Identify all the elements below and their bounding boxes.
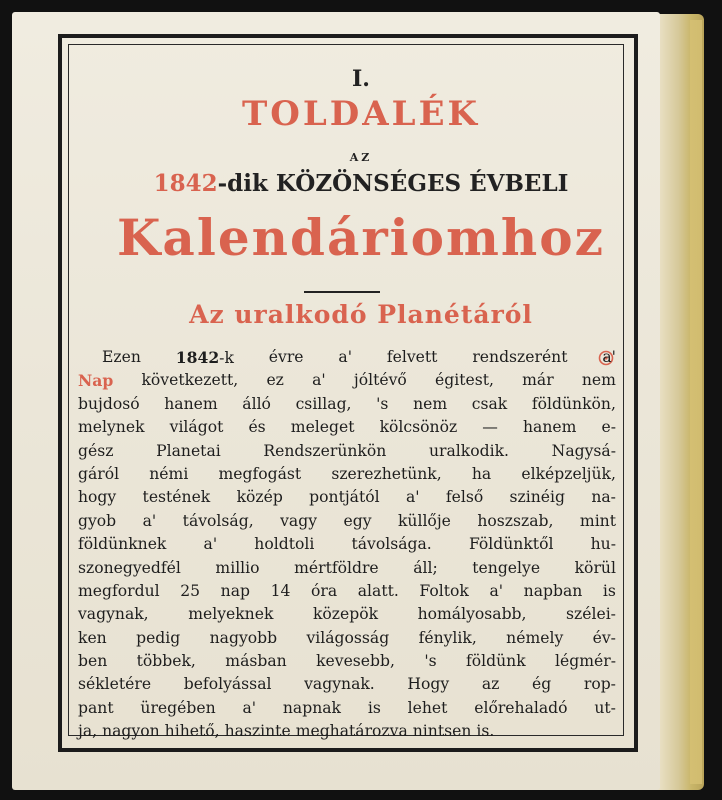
text-word [291, 416, 355, 439]
text-fragment: némi [149, 464, 189, 483]
text-line [78, 557, 616, 580]
text-word [532, 393, 616, 416]
text-word [78, 369, 113, 392]
text-fragment: ben [78, 652, 108, 671]
text-fragment: Hogy [407, 675, 450, 694]
text-line [78, 440, 616, 463]
text-word [266, 369, 283, 392]
text-word [602, 346, 616, 369]
text-fragment: gyob [78, 511, 117, 530]
text-word [566, 603, 616, 626]
text-word [311, 580, 337, 603]
text-word [407, 673, 449, 696]
book-page-edge-lines [690, 20, 702, 784]
text-fragment: mint [579, 511, 616, 530]
text-word [368, 697, 381, 720]
text-word [580, 510, 616, 533]
text-fragment: pedig [136, 628, 181, 647]
text-fragment: 25 [180, 581, 201, 600]
text-fragment: vagynak. [304, 675, 375, 694]
text-word [221, 580, 250, 603]
text-word [532, 673, 551, 696]
section-heading: TOLDALÉK [241, 94, 481, 134]
text-fragment: egy [343, 511, 372, 530]
text-fragment: is [367, 698, 381, 717]
text-word [294, 557, 379, 580]
text-fragment: nintsen [412, 722, 472, 741]
text-word [506, 627, 563, 650]
text-fragment: ez [266, 371, 284, 390]
text-word [296, 720, 408, 743]
text-fragment: körül [574, 558, 616, 577]
text-word [269, 346, 304, 369]
text-word [242, 697, 256, 720]
text-fragment: és [248, 418, 266, 437]
text-fragment: befolyással [183, 675, 272, 694]
text-line [78, 603, 616, 626]
text-word [435, 369, 494, 392]
text-word [225, 650, 286, 673]
text-fragment: holdtoli [254, 535, 315, 554]
text-line [78, 416, 616, 439]
text-word [78, 416, 145, 439]
text-fragment: felvett [386, 348, 438, 366]
text-word [398, 510, 451, 533]
text-word [482, 673, 500, 696]
text-word [204, 533, 218, 556]
text-fragment: égitest, [435, 371, 494, 390]
text-fragment: távolság, [182, 511, 254, 530]
text-word [338, 346, 352, 369]
text-fragment: szonegyedfél [78, 558, 181, 577]
text-fragment: nagyon [102, 722, 160, 741]
text-word [524, 580, 583, 603]
text-fragment: -k [219, 349, 234, 367]
text-word [575, 557, 616, 580]
text-fragment: hanem [164, 394, 218, 413]
text-word [469, 533, 554, 556]
text-fragment: e- [601, 418, 616, 437]
text-fragment: napban [523, 581, 583, 600]
text-word [78, 463, 119, 486]
text-word [601, 416, 616, 439]
text-word [176, 346, 234, 369]
text-word [78, 697, 114, 720]
text-word [312, 369, 326, 392]
text-fragment: rendszerént [472, 348, 568, 366]
text-word [591, 486, 616, 509]
text-word [419, 627, 477, 650]
text-line [78, 369, 616, 392]
text-fragment: testének [142, 488, 211, 507]
text-word [78, 580, 160, 603]
text-word [429, 440, 509, 463]
text-line [78, 697, 616, 720]
text-word [215, 557, 259, 580]
text-word [183, 510, 254, 533]
text-fragment: másban [225, 652, 287, 671]
text-fragment: évre [268, 348, 304, 366]
text-fragment: pontjától [309, 488, 380, 507]
text-fragment: vagy [280, 511, 318, 530]
text-fragment: hogy [78, 488, 117, 507]
text-fragment: ut- [594, 698, 616, 717]
text-line [78, 393, 616, 416]
text-word [140, 697, 215, 720]
text-word [343, 510, 371, 533]
year-number: 1842 [153, 170, 218, 197]
text-word [296, 393, 352, 416]
text-fragment: hu- [590, 535, 616, 554]
text-word [309, 486, 379, 509]
text-word [477, 510, 553, 533]
text-fragment: áll; [413, 558, 438, 577]
text-word [476, 720, 494, 743]
text-fragment: a' [338, 348, 352, 366]
text-word [180, 580, 200, 603]
text-word [376, 393, 388, 416]
text-word [331, 463, 441, 486]
text-word [237, 486, 283, 509]
text-fragment: földünkön, [531, 394, 616, 413]
text-line [78, 533, 616, 556]
text-fragment: napnak [282, 698, 341, 717]
text-line [78, 650, 616, 673]
text-line [78, 346, 616, 369]
body-paragraph [78, 346, 616, 744]
text-fragment: szinéig [509, 488, 565, 507]
text-word [78, 627, 107, 650]
text-fragment: előrehaladó [474, 698, 568, 717]
text-word [78, 533, 166, 556]
text-word [263, 440, 386, 463]
text-word [358, 580, 399, 603]
text-fragment: Foltok [419, 581, 469, 600]
text-fragment: nem [581, 371, 616, 390]
text-word [156, 440, 221, 463]
text-word [474, 697, 567, 720]
text-fragment: közepök [312, 605, 379, 624]
text-word [102, 346, 141, 369]
text-word [413, 557, 438, 580]
text-word [482, 416, 498, 439]
text-fragment: már [522, 371, 554, 390]
text-word [419, 580, 468, 603]
text-fragment: hihető, [164, 722, 220, 741]
text-word [380, 416, 458, 439]
text-fragment: a' [489, 581, 504, 600]
text-word [413, 393, 447, 416]
text-fragment: Planetai [156, 441, 221, 460]
text-word [78, 603, 149, 626]
text-line [78, 580, 616, 603]
text-fragment: hoszszab, [477, 511, 554, 530]
text-fragment: többek, [136, 652, 196, 671]
text-fragment: nagyobb [209, 628, 278, 647]
text-fragment: megfordul [78, 581, 160, 600]
text-fragment: a' [142, 511, 157, 530]
text-word [472, 557, 540, 580]
divider-rule [304, 291, 380, 293]
text-fragment: év- [592, 628, 616, 647]
text-fragment: a' [405, 488, 420, 507]
text-fragment: — [482, 418, 498, 437]
text-word [78, 650, 107, 673]
text-word [316, 650, 395, 673]
text-word [582, 369, 616, 392]
text-fragment: csillag, [295, 394, 352, 413]
text-fragment: jóltévő [353, 371, 407, 390]
text-word [510, 486, 565, 509]
text-word [306, 627, 389, 650]
text-line [78, 463, 616, 486]
text-fragment: szerezhetünk, [331, 464, 442, 483]
text-fragment: nem [413, 394, 448, 413]
text-word [242, 393, 271, 416]
text-word [413, 720, 472, 743]
text-fragment: világot [169, 418, 224, 437]
text-word [472, 463, 491, 486]
text-fragment: felső [445, 488, 484, 507]
text-fragment: Nap [78, 371, 114, 391]
text-fragment: millio [215, 558, 260, 577]
text-word [136, 627, 180, 650]
text-word [466, 650, 526, 673]
text-word [522, 369, 554, 392]
text-fragment: meghatározva [295, 722, 408, 741]
text-word [603, 580, 616, 603]
text-word [593, 627, 616, 650]
text-line [78, 486, 616, 509]
text-word [143, 486, 211, 509]
text-fragment: megfogást [218, 464, 302, 483]
text-fragment: következett, [141, 371, 239, 390]
text-fragment: földünk [466, 652, 526, 671]
text-fragment: csak [471, 394, 508, 413]
text-fragment: világosság [306, 628, 390, 647]
text-fragment: lehet [407, 698, 448, 717]
text-fragment: alatt. [357, 581, 399, 600]
text-fragment: 's [424, 652, 437, 671]
text-fragment: melynek [78, 418, 145, 437]
text-line [78, 627, 616, 650]
text-word [143, 510, 157, 533]
text-fragment: hanem [522, 418, 577, 437]
text-fragment: nap [220, 581, 250, 600]
text-word [78, 510, 116, 533]
text-fragment: üregében [140, 698, 216, 717]
text-word [555, 650, 616, 673]
text-word [78, 440, 113, 463]
text-word [489, 580, 503, 603]
text-word [78, 720, 97, 743]
text-fragment: meleget [290, 418, 355, 437]
text-fragment: tengelye [472, 558, 541, 577]
text-fragment: bujdosó [78, 394, 140, 413]
page-title: Kalendáriomhoz [116, 208, 606, 267]
text-fragment: 's [376, 394, 389, 413]
text-word [210, 627, 277, 650]
text-fragment: is [602, 581, 616, 600]
text-word [78, 486, 116, 509]
text-word [78, 673, 151, 696]
text-fragment: rop- [583, 675, 616, 694]
text-fragment: Földünktől [468, 535, 554, 554]
text-fragment: küllője [397, 511, 451, 530]
year-suffix: -dik KÖZÖNSÉGES ÉVBELI [217, 170, 569, 197]
text-word [552, 440, 616, 463]
text-word [446, 486, 483, 509]
text-word [218, 463, 301, 486]
text-fragment: Ezen [102, 348, 141, 366]
text-fragment: pant [78, 698, 114, 717]
text-fragment: vagynak, [78, 605, 149, 624]
text-word [523, 416, 576, 439]
text-fragment: a' [602, 348, 616, 366]
text-fragment: némely [506, 628, 564, 647]
text-fragment: az [481, 675, 500, 694]
text-fragment: fénylik, [418, 628, 477, 647]
text-fragment: a' [312, 371, 326, 390]
text-word [406, 486, 420, 509]
text-word [387, 346, 438, 369]
text-fragment: haszinte [224, 722, 291, 741]
text-word [354, 369, 407, 392]
text-word [280, 510, 317, 533]
text-fragment: közép [236, 488, 283, 507]
text-line [78, 720, 616, 743]
text-fragment: na- [591, 488, 616, 507]
text-fragment: kevesebb, [316, 652, 395, 671]
text-word [188, 603, 273, 626]
text-word [424, 650, 436, 673]
text-word [408, 697, 448, 720]
text-fragment: homályosabb, [417, 605, 527, 624]
text-word [248, 416, 265, 439]
text-word [164, 393, 217, 416]
text-fragment: távolsága. [351, 535, 432, 554]
year-line [0, 170, 722, 197]
text-fragment: 1842 [175, 348, 220, 367]
text-word [283, 697, 341, 720]
text-fragment: ja, [78, 722, 98, 741]
text-fragment: 14 [270, 581, 291, 600]
text-word [149, 463, 188, 486]
text-fragment: óra [311, 581, 338, 600]
text-word [78, 557, 181, 580]
text-fragment: Rendszerünkön [263, 441, 387, 460]
text-fragment: a' [203, 535, 218, 554]
text-word [591, 533, 616, 556]
text-fragment: ken [78, 628, 107, 647]
text-word [184, 673, 272, 696]
section-number: I. [352, 66, 370, 92]
text-word [137, 650, 196, 673]
text-fragment: ég [532, 675, 552, 694]
text-fragment: légmér- [555, 652, 616, 671]
text-word [594, 697, 616, 720]
text-word [521, 463, 616, 486]
text-word [304, 673, 375, 696]
text-fragment: álló [242, 394, 271, 413]
article-az: AZ [349, 151, 373, 164]
text-word [472, 346, 567, 369]
text-word [254, 533, 314, 556]
page-subtitle: Az uralkodó Planétáról [189, 300, 533, 329]
text-word [78, 393, 140, 416]
text-word [271, 580, 291, 603]
text-word [170, 416, 224, 439]
text-word [418, 603, 527, 626]
text-word [584, 673, 616, 696]
text-fragment: uralkodik. [428, 441, 509, 460]
text-word [225, 720, 291, 743]
text-fragment: a' [242, 698, 257, 717]
text-word [102, 720, 160, 743]
text-word [165, 720, 220, 743]
text-fragment: Nagysá- [551, 441, 616, 460]
text-fragment: melyeknek [188, 605, 274, 624]
text-fragment: kölcsönöz [379, 418, 458, 437]
text-word [351, 533, 431, 556]
text-fragment: gáról [78, 464, 120, 483]
text-fragment: sékletére [78, 675, 152, 694]
text-word [313, 603, 378, 626]
text-word [141, 369, 238, 392]
text-fragment: ha [471, 464, 492, 483]
text-fragment: gész [78, 441, 114, 460]
text-fragment: szélei- [566, 605, 616, 624]
text-line [78, 510, 616, 533]
text-fragment: mértföldre [294, 558, 379, 577]
text-word [472, 393, 507, 416]
text-fragment: földünknek [78, 535, 167, 554]
text-fragment: elképzeljük, [521, 464, 616, 483]
text-line [78, 673, 616, 696]
text-fragment: is. [476, 722, 495, 741]
